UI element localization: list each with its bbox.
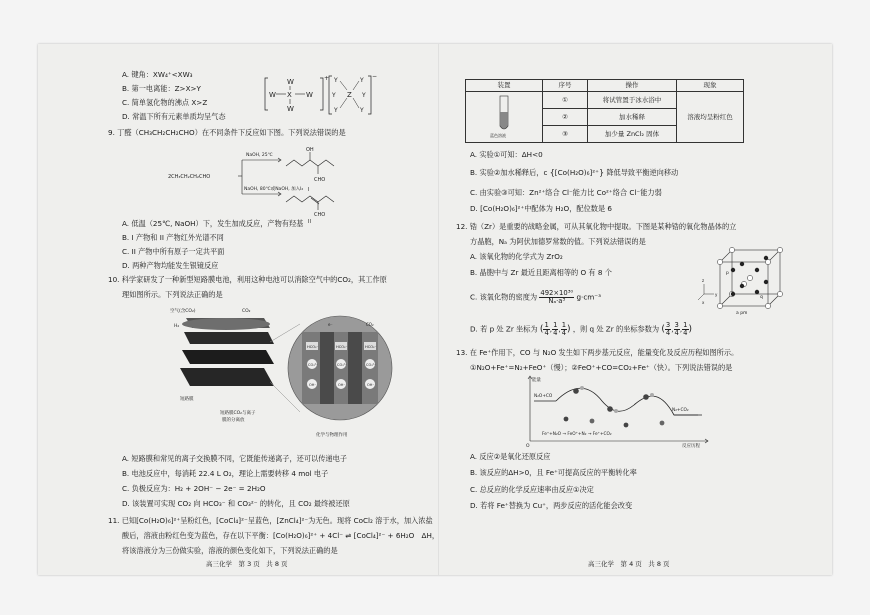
q11-option-b-species: [Co(H₂O)₆]²⁺ <box>554 168 599 177</box>
q12-paren-open-q: ( <box>661 324 665 335</box>
q11-option-d: D. [Co(H₂O)₆]²⁺中配体为 H₂O，配位数是 6 <box>470 204 613 213</box>
q13-energy-label: 能量 <box>532 378 541 383</box>
q13-end-label: N₂+CO₂ <box>672 408 689 413</box>
q9-p2-cho: CHO <box>314 212 326 218</box>
q10-stem-2: 理如图所示。下列说法正确的是 <box>122 290 223 299</box>
q12-paren-open-p: ( <box>539 324 544 335</box>
q13-path-label: 反应历程 <box>682 444 700 449</box>
q8-minus-charge: − <box>372 73 378 80</box>
q8-w-right: W <box>306 91 313 99</box>
q8-x-center: X <box>287 91 292 99</box>
q8-y-1: Y <box>334 77 338 84</box>
q10-caption-1: 短路膜CO₂与离子 <box>220 411 256 416</box>
q12-p-y-num: 1 <box>553 321 558 329</box>
q12-p-x <box>543 322 549 337</box>
q13-stem-2: ①N₂O+Fe⁺=N₂+FeO⁺（慢）；②FeO⁺+CO=CO₂+Fe⁺（快）。下列说法错误的是 <box>470 363 733 372</box>
page-3 <box>38 44 438 575</box>
q9-reactant: 2CH₃CH₂CH₂CHO <box>168 174 211 180</box>
q8-option-b: B. 第一电离能：Z>X>Y <box>122 84 201 93</box>
q10-air-in: 空气(含CO₂) <box>170 309 196 314</box>
q8-y-4: Y <box>362 92 366 99</box>
q12-p-y <box>552 322 558 337</box>
q12-q-y <box>674 322 680 337</box>
q12-axis-z: z <box>702 278 705 283</box>
table-header-op: 操作 <box>588 80 677 92</box>
q12-option-c <box>470 290 601 305</box>
q8-w-top: W <box>287 78 294 86</box>
q11-option-b <box>470 168 678 178</box>
q10-right-caption: 化学与物理作用 <box>316 433 348 438</box>
q10-option-d: D. 该装置可实现 CO₂ 向 HCO₃⁻ 和 CO₃²⁻ 的转化，且 CO₂ 最终被还原 <box>122 499 350 508</box>
table-header-phenomenon: 现象 <box>677 80 744 92</box>
q8-z-center: Z <box>347 91 352 99</box>
q12-option-c-post: g·cm⁻³ <box>576 292 601 302</box>
q9-option-d: D. 两种产物均能发生银镜反应 <box>122 261 219 270</box>
q8-ion-structure <box>264 66 378 124</box>
footer-page-3: 高三化学 第 3 页 共 8 页 <box>206 560 288 568</box>
q11-option-a: A. 实验①可知：ΔH<0 <box>470 150 543 159</box>
q10-caption-2: 膜的分离放 <box>222 418 245 423</box>
q8-option-a: A. 键角：XW₄⁺<XW₃ <box>122 70 193 79</box>
q12-p-x-den: 4 <box>544 328 549 337</box>
q12-option-d: D. 若 p 处 Zr 坐标为 ( $\frac{1}{4}$ , $\frac{1}{4}$ , $\frac{1}{4}$ ) ，则 q 处 Zr 的坐标参数为 ( $\frac{3}{4}$ , $\frac{3}{4}$ , $\frac{1}{4}$ ) <box>470 321 693 337</box>
q9-label-1: I <box>308 187 310 193</box>
q8-option-d: D. 常温下所有元素单质均呈气态 <box>122 112 226 121</box>
table-row-3-op: 加少量 ZnCl₂ 固体 <box>588 126 677 143</box>
q10-co2-out: CO₂ <box>242 309 251 314</box>
q12-option-d-pre: D. 若 p 处 Zr 坐标为 <box>470 324 538 334</box>
test-tube-icon <box>484 94 524 138</box>
q10-option-a: A. 短路膜和常见的离子交换膜不同，它既能传递离子，还可以传递电子 <box>122 454 347 463</box>
page-4 <box>438 44 832 575</box>
q9-p1-cho: CHO <box>314 177 326 183</box>
q9-label-2: II <box>308 219 311 225</box>
q10-membrane: 短路膜 <box>180 397 194 402</box>
table-device-cell <box>466 92 543 143</box>
q13-origin: O <box>526 444 530 449</box>
q8-y-5: Y <box>334 107 338 114</box>
q10-co3-3: CO₃²⁻ <box>366 363 376 367</box>
q12-q-x-num: 3 <box>665 321 671 329</box>
q12-q-z-den: 4 <box>683 328 688 337</box>
q13-start-label: N₂O+CO <box>534 394 553 399</box>
q10-oh-2: OH⁻ <box>338 383 346 387</box>
q12-paren-close-p: ) <box>567 324 571 335</box>
q11-option-b-bracket: { <box>549 168 555 177</box>
q12-label-a: a pm <box>736 311 748 316</box>
q12-p-y-den: 4 <box>553 328 558 337</box>
table-row-1-no: ① <box>543 92 588 109</box>
q13-option-b: B. 该反应的ΔH>0，且 Fe⁺可提高反应的平衡转化率 <box>470 468 637 477</box>
q12-label-p: p <box>726 271 729 276</box>
table-row-3-no: ③ <box>543 126 588 143</box>
table-row-1-op: 将试管置于冰水浴中 <box>588 92 677 109</box>
table-row-2-no: ② <box>543 109 588 126</box>
q12-density-den: Nₐ·a³ <box>548 296 566 305</box>
table-phenomenon: 溶液均呈粉红色 <box>677 92 744 143</box>
q9-cond-1: NaOH, 25℃ <box>246 153 273 158</box>
q10-option-b: B. 电池反应中，每消耗 22.4 L O₂，理论上需要转移 4 mol 电子 <box>122 469 329 478</box>
table-header-device: 装置 <box>466 80 543 92</box>
q13-step-label: Fe⁺+N₂O → FeO⁺+N₂ → Fe⁺+CO₂ <box>542 432 612 437</box>
q10-oh-1: OH⁻ <box>309 383 317 387</box>
q12-unit-cell-figure <box>702 244 792 316</box>
q10-oh-3: OH⁻ <box>367 383 375 387</box>
q10-option-c: C. 负极反应为：H₂ + 2OH⁻ − 2e⁻ = 2H₂O <box>122 484 266 493</box>
q8-option-c: C. 简单氢化物的沸点 X>Z <box>122 98 208 107</box>
q12-q-y-den: 4 <box>674 328 679 337</box>
q11-stem-3: 将该溶液分为三份做实验，溶液的颜色变化如下，下列说法正确的是 <box>122 546 338 555</box>
q8-y-6: Y <box>360 107 364 114</box>
q9-stem: 9. 丁醛（CH₃CH₂CH₂CHO）在不同条件下反应如下图。下列说法错误的是 <box>108 128 346 137</box>
q11-option-b-post: 降低导致平衡逆向移动 <box>606 168 679 177</box>
q12-label-q: q <box>760 295 763 300</box>
q10-co3-1: CO₃²⁻ <box>308 363 318 367</box>
q11-option-b-bracket-close: } <box>598 168 605 177</box>
q12-option-d-mid: ，则 q 处 Zr 的坐标参数为 <box>572 324 660 334</box>
q12-q-y-num: 3 <box>674 321 679 329</box>
q12-p-x-num: 1 <box>544 321 549 329</box>
q10-h2: H₂ <box>174 324 180 329</box>
q10-hco3-3: HCO₃⁻ <box>365 345 377 349</box>
q9-reaction-scheme <box>168 144 368 224</box>
q10-stem-1: 10. 科学家研发了一种新型短路膜电池，利用这种电池可以消除空气中的CO₂，其工作原 <box>108 275 387 284</box>
q11-stem-2: 酸后，溶液由粉红色变为蓝色，存在以下平衡：[Co(H₂O)₆]²⁺ + 4Cl⁻ ⇌ [CoCl₄]²⁻ + 6H₂O ΔH， <box>122 531 440 540</box>
q9-option-b: B. I 产物和 II 产物红外光谱不同 <box>122 233 224 242</box>
q11-option-c: C. 由实验③可知：Zn²⁺络合 Cl⁻能力比 Co²⁺络合 Cl⁻能力弱 <box>470 188 662 197</box>
q11-experiment-table <box>465 79 744 143</box>
q9-p1-oh: OH <box>306 147 314 153</box>
q10-hco3-2: HCO₃⁻ <box>336 345 348 349</box>
q10-hco3-1: HCO₃⁻ <box>307 345 319 349</box>
q13-stem-1: 13. 在 Fe⁺作用下，CO 与 N₂O 发生如下两步基元反应，能量变化及反应历程如图所示。 <box>456 348 739 357</box>
tube-label: 蓝色溶液 <box>490 132 506 138</box>
q10-cell-figure <box>170 302 390 442</box>
table-row-2-op: 加水稀释 <box>588 109 677 126</box>
footer-page-4: 高三化学 第 4 页 共 8 页 <box>588 560 670 568</box>
q8-plus-charge: + <box>324 75 330 82</box>
q12-q-x-den: 4 <box>665 328 671 337</box>
q12-p-z-den: 4 <box>561 328 567 337</box>
q8-y-3: Y <box>332 92 336 99</box>
q8-y-2: Y <box>360 77 364 84</box>
q9-cond-2: NaOH, 80℃或NaOH, 加入I₂ <box>244 187 304 192</box>
q13-option-d: D. 若将 Fe⁺替换为 Cu⁺，两步反应的活化能会改变 <box>470 501 633 510</box>
q10-co3-2: CO₃²⁻ <box>337 363 347 367</box>
q12-option-c-pre: C. 该氧化物的密度为 <box>470 292 538 302</box>
q12-axis-y: y <box>715 292 718 297</box>
q12-density-fraction <box>539 290 574 305</box>
q10-co2-right: CO₂ <box>366 322 374 327</box>
q12-option-b: B. 晶胞中与 Zr 最近且距离相等的 O 有 8 个 <box>470 268 612 277</box>
q9-option-c: C. II 产物中所有原子一定共平面 <box>122 247 225 256</box>
q13-option-c: C. 总反应的化学反应速率由反应①决定 <box>470 485 594 494</box>
q12-stem-1: 12. 锆（Zr）是重要的战略金属，可从其氧化物中提取。下图是某种锆的氧化物晶体的立 <box>456 222 737 231</box>
table-header-no: 序号 <box>543 80 588 92</box>
q8-w-bottom: W <box>287 105 294 113</box>
q12-p-z-num: 1 <box>561 321 567 329</box>
q12-axis-x: x <box>702 300 705 305</box>
q10-e: e⁻ <box>328 322 333 327</box>
q8-w-left: W <box>269 91 276 99</box>
q12-q-z-num: 1 <box>683 321 688 329</box>
q9-option-a: A. 低温（25℃, NaOH）下，发生加成反应，产物有羟基 <box>122 219 304 228</box>
q13-energy-diagram <box>522 375 712 447</box>
q12-stem-2: 方晶胞，Nₐ 为阿伏加德罗常数的值。下列说法错误的是 <box>470 237 646 246</box>
q12-density-num: 492×10³⁰ <box>540 289 574 297</box>
q12-q-x <box>665 322 671 337</box>
q11-option-b-pre: B. 实验②加水稀释后，c <box>470 168 548 177</box>
q12-paren-close-q: ) <box>688 324 693 335</box>
q11-stem-1: 11. 已知[Co(H₂O)₆]²⁺呈粉红色，[CoCl₄]²⁻呈蓝色，[ZnCl₄]²⁻为无色。现将 CoCl₂ 溶于水，加入浓盐 <box>108 516 433 525</box>
exam-paper <box>38 44 832 575</box>
q12-option-a: A. 该氧化物的化学式为 ZrO₂ <box>470 252 563 261</box>
q13-option-a: A. 反应②是氧化还原反应 <box>470 452 551 461</box>
